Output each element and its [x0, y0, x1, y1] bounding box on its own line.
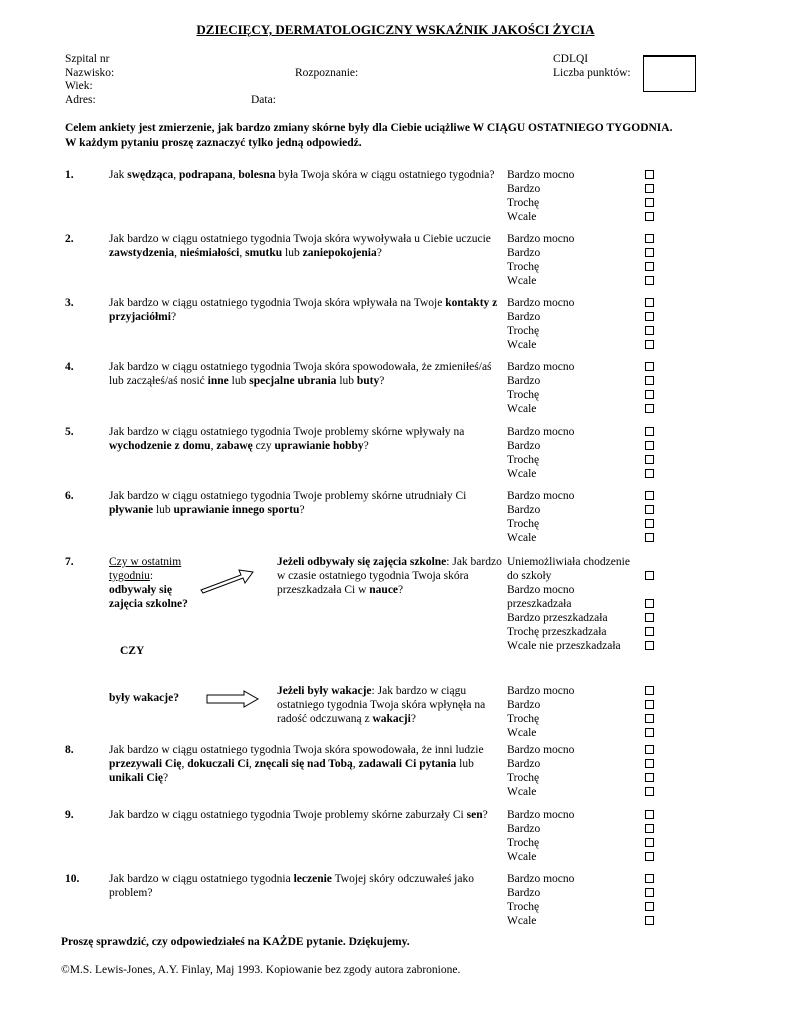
question-text-fragment: ?: [299, 504, 305, 516]
question-text: [109, 872, 501, 900]
question-keyword: bolesna: [238, 169, 276, 181]
answer-option-label: Bardzo mocno: [507, 809, 575, 821]
question-number: 2.: [65, 233, 74, 245]
checkbox[interactable]: [645, 874, 654, 883]
checkbox[interactable]: [645, 745, 654, 754]
surname-label: Nazwisko:: [65, 67, 115, 79]
answer-option-label: Bardzo: [507, 699, 541, 711]
answer-option-label: Wcale: [507, 786, 537, 798]
question-text-fragment: ,: [181, 758, 188, 770]
checkbox[interactable]: [645, 686, 654, 695]
question-text-fragment: Jak bardzo w ciągu ostatniego tygodnia Twoja skóra spowodowała, że inni ludzie: [109, 744, 484, 756]
question-text-fragment: Jak bardzo w ciągu ostatniego tygodnia: [109, 873, 294, 885]
question-text-fragment: lub: [336, 375, 357, 387]
answer-option-label: Trochę przeszkadzała: [507, 626, 607, 638]
question-text-fragment: ?: [163, 772, 169, 784]
answer-option[interactable]: [507, 743, 657, 757]
question-text-fragment: Jak bardzo w ciągu ostatniego tygodnia Twoja skóra wpływała na Twoje: [109, 297, 446, 309]
answer-option[interactable]: [507, 439, 657, 453]
checkbox[interactable]: [645, 234, 654, 243]
question-text: [109, 743, 501, 785]
checkbox[interactable]: [645, 390, 654, 399]
checkbox[interactable]: [645, 787, 654, 796]
answer-option-label: Bardzo mocno: [507, 490, 575, 502]
question-keyword: inne: [207, 375, 229, 387]
checkbox[interactable]: [645, 916, 654, 925]
question-text-fragment: ,: [239, 247, 246, 259]
answer-option-label: Trochę: [507, 197, 540, 209]
question-keyword: Jeżeli były wakacje: [277, 685, 372, 697]
answer-options: [507, 360, 657, 416]
answer-option[interactable]: [507, 611, 657, 625]
answer-options: [507, 489, 657, 545]
answer-option[interactable]: [507, 388, 657, 402]
diagnosis-label: Rozpoznanie:: [295, 67, 359, 79]
answer-option[interactable]: [507, 425, 657, 439]
answer-option-label: Wcale: [507, 339, 537, 351]
question-text-fragment: : Jak bardzo w ciągu ostatniego tygodnia Twoja skóra wpłynęła na radość odczuwaną z: [277, 685, 486, 725]
instructions-line-2: W każdym pytaniu proszę zaznaczyć tylko jedną odpowiedź.: [65, 137, 362, 149]
checkbox[interactable]: [645, 888, 654, 897]
answer-option[interactable]: [507, 168, 657, 182]
question-keyword: nauce: [369, 584, 399, 596]
q7-prompt-line-1: Czy w ostatnim: [109, 556, 182, 568]
question-text-fragment: ?: [410, 713, 416, 725]
answer-option[interactable]: [507, 196, 657, 210]
checkbox[interactable]: [645, 469, 654, 478]
question-number: 7.: [65, 556, 74, 568]
answer-option-label: Bardzo mocno: [507, 873, 575, 885]
answer-option[interactable]: [507, 785, 657, 799]
score-box[interactable]: [643, 56, 696, 92]
score-label: Liczba punktów:: [553, 67, 631, 79]
question-text-fragment: ?: [376, 247, 382, 259]
answer-option[interactable]: [507, 555, 657, 569]
question-text: [109, 489, 501, 517]
question-keyword: swędząca: [127, 169, 174, 181]
arrow-right-icon: [199, 566, 255, 594]
checkbox[interactable]: [645, 641, 654, 650]
question-text-fragment: ?: [363, 440, 369, 452]
question-text-fragment: ,: [248, 758, 255, 770]
question-text-fragment: Jak bardzo w ciągu ostatniego tygodnia Twoje problemy skórne wpływały na: [109, 426, 465, 438]
question-text-fragment: ?: [482, 809, 488, 821]
question-number: 5.: [65, 426, 74, 438]
question-keyword: nieśmiałości: [179, 247, 240, 259]
answer-option-label: Trochę: [507, 837, 540, 849]
question-number: 6.: [65, 490, 74, 502]
answer-option[interactable]: [507, 850, 657, 864]
checkbox[interactable]: [645, 198, 654, 207]
question-text-fragment: ,: [352, 758, 359, 770]
page-title: DZIECIĘCY, DERMATOLOGICZNY WSKAŹNIK JAKOŚCI ŻYCIA: [196, 22, 595, 37]
answer-option-label: Bardzo: [507, 183, 541, 195]
q7-prompt-bold-2: zajęcia szkolne?: [109, 598, 188, 610]
question-text-fragment: ,: [232, 169, 239, 181]
q7-school-question: [277, 555, 503, 597]
question-text-fragment: ?: [170, 311, 177, 323]
answer-option-label: Wcale nie przeszkadzała: [507, 640, 621, 652]
answer-option-label: Bardzo: [507, 311, 541, 323]
checkbox[interactable]: [645, 613, 654, 622]
checkbox[interactable]: [645, 427, 654, 436]
answer-option[interactable]: [507, 808, 657, 822]
answer-option-label: przeszkadzała: [507, 598, 572, 610]
question-keyword: zawstydzenia: [109, 247, 175, 259]
checkbox[interactable]: [645, 276, 654, 285]
answer-option-label: Uniemożliwiała chodzenie: [507, 556, 630, 568]
question-keyword: uprawianie hobby: [274, 440, 364, 452]
answer-option[interactable]: [507, 489, 657, 503]
checkbox[interactable]: [645, 376, 654, 385]
age-label: Wiek:: [65, 80, 93, 92]
q7-prompt-bold-1: odbywały się: [109, 584, 172, 596]
answer-options: [507, 743, 657, 799]
answer-option-label: Bardzo: [507, 758, 541, 770]
checkbox[interactable]: [645, 838, 654, 847]
answer-option[interactable]: [507, 296, 657, 310]
question-keyword: kontakty z przyjaciółmi: [109, 297, 498, 323]
answer-option-label: Wcale: [507, 403, 537, 415]
question-text-fragment: lub: [228, 375, 250, 387]
question-text-fragment: Jak bardzo w ciągu ostatniego tygodnia Twoje problemy skórne zaburzały Ci: [109, 809, 467, 821]
answer-option[interactable]: [507, 726, 657, 740]
answer-option[interactable]: [507, 771, 657, 785]
checkbox[interactable]: [645, 533, 654, 542]
answer-option[interactable]: [507, 836, 657, 850]
answer-option[interactable]: [507, 531, 657, 545]
q7-holiday-options: [507, 684, 657, 740]
question-text: [109, 808, 501, 822]
instructions: [65, 121, 672, 151]
question-text-fragment: czy: [252, 440, 275, 452]
checkbox[interactable]: [645, 759, 654, 768]
question-text-fragment: Jak bardzo w ciągu ostatniego tygodnia Twoja skóra spowodowała, że zmieniłeś/aś lub zacząłeś/aś nosić: [109, 361, 492, 387]
copyright: ©M.S. Lewis-Jones, A.Y. Finlay, Maj 1993. Kopiowanie bez zgody autora zabronione.: [61, 964, 461, 976]
question-keyword: zabawę: [216, 440, 253, 452]
question-keyword: dokuczali Ci: [187, 758, 249, 770]
question-text: [109, 425, 501, 453]
answer-option-label: Bardzo: [507, 504, 541, 516]
checkbox[interactable]: [645, 404, 654, 413]
date-label: Data:: [251, 94, 276, 106]
holidays-label: były wakacje?: [109, 692, 179, 704]
answer-option-label: Wcale: [507, 727, 537, 739]
question-text-fragment: ?: [398, 584, 404, 596]
check-note: Proszę sprawdzić, czy odpowiedziałeś na KAŻDE pytanie. Dziękujemy.: [61, 936, 410, 948]
checkbox[interactable]: [645, 170, 654, 179]
checkbox[interactable]: [645, 700, 654, 709]
answer-option-label: Bardzo mocno: [507, 426, 575, 438]
answer-option[interactable]: [507, 822, 657, 836]
answer-option[interactable]: [507, 684, 657, 698]
question-number: 10.: [65, 873, 80, 885]
answer-option-label: Wcale: [507, 468, 537, 480]
checkbox[interactable]: [645, 519, 654, 528]
answer-option[interactable]: [507, 246, 657, 260]
question-text-fragment: Jak: [109, 169, 128, 181]
answer-option-label: Trochę: [507, 261, 540, 273]
checkbox[interactable]: [645, 326, 654, 335]
question-keyword: podrapana: [178, 169, 233, 181]
checkbox[interactable]: [645, 505, 654, 514]
checkbox[interactable]: [645, 571, 654, 580]
answer-option-label: Bardzo: [507, 375, 541, 387]
answer-option-label: Wcale: [507, 851, 537, 863]
answer-option-label: Trochę: [507, 454, 540, 466]
question-text: [109, 168, 501, 182]
answer-option-label: Bardzo mocno: [507, 584, 575, 596]
question-keyword: pływanie: [109, 504, 154, 516]
answer-option[interactable]: [507, 639, 657, 653]
question-keyword: znęcali się nad Tobą: [254, 758, 353, 770]
question-text-fragment: lub: [153, 504, 174, 516]
answer-option-label: do szkoły: [507, 570, 552, 582]
question-text: [109, 360, 501, 388]
checkbox[interactable]: [645, 184, 654, 193]
address-label: Adres:: [65, 94, 96, 106]
answer-option-label: Bardzo mocno: [507, 744, 575, 756]
answer-option[interactable]: [507, 597, 657, 611]
answer-option[interactable]: [507, 453, 657, 467]
answer-option-label: Wcale: [507, 915, 537, 927]
q7-prompt-colon: :: [149, 570, 154, 582]
cdlqi-label: CDLQI: [553, 53, 589, 65]
answer-option-label: Bardzo: [507, 440, 541, 452]
answer-option-label: Bardzo: [507, 823, 541, 835]
question-text-fragment: ?: [379, 375, 385, 387]
answer-options: [507, 168, 657, 224]
answer-option-label: Trochę: [507, 325, 540, 337]
checkbox[interactable]: [645, 248, 654, 257]
checkbox[interactable]: [645, 298, 654, 307]
q7-prompt: [109, 555, 188, 611]
answer-option-label: Trochę: [507, 901, 540, 913]
question-text-fragment: ,: [173, 169, 179, 181]
question-keyword: specjalne ubrania: [249, 375, 337, 387]
answer-option[interactable]: [507, 569, 657, 583]
question-text-fragment: Twojej skóry odczuwałeś jako problem?: [109, 873, 474, 899]
checkbox[interactable]: [645, 312, 654, 321]
or-label: CZY: [120, 645, 145, 657]
question-number: 8.: [65, 744, 74, 756]
checkbox[interactable]: [645, 340, 654, 349]
answer-option[interactable]: [507, 210, 657, 224]
question-keyword: smutku: [245, 247, 283, 259]
question-text-fragment: była Twoja skóra w ciągu ostatniego tygodnia?: [275, 169, 495, 181]
checkbox[interactable]: [645, 441, 654, 450]
checkbox[interactable]: [645, 824, 654, 833]
question-keyword: leczenie: [293, 873, 332, 885]
answer-option[interactable]: [507, 625, 657, 639]
answer-options: [507, 872, 657, 928]
answer-option[interactable]: [507, 872, 657, 886]
checkbox[interactable]: [645, 262, 654, 271]
checkbox[interactable]: [645, 728, 654, 737]
answer-option[interactable]: [507, 232, 657, 246]
answer-option-label: Bardzo mocno: [507, 685, 575, 697]
answer-option[interactable]: [507, 360, 657, 374]
answer-option-label: Bardzo: [507, 247, 541, 259]
answer-option[interactable]: [507, 338, 657, 352]
answer-option-label: Bardzo przeszkadzała: [507, 612, 608, 624]
answer-option[interactable]: [507, 757, 657, 771]
answer-option-label: Bardzo mocno: [507, 169, 575, 181]
checkbox[interactable]: [645, 599, 654, 608]
question-text-fragment: Jak bardzo w ciągu ostatniego tygodnia Twoja skóra wywoływała u Ciebie uczucie: [109, 233, 491, 245]
answer-option[interactable]: [507, 886, 657, 900]
question-keyword: Jeżeli odbywały się zajęcia szkolne: [277, 556, 447, 568]
question-keyword: uprawianie innego sportu: [173, 504, 300, 516]
answer-option[interactable]: [507, 583, 657, 597]
instructions-line-1: Celem ankiety jest zmierzenie, jak bardzo zmiany skórne były dla Ciebie uciążliwe W CIĄGU OSTATNIEGO TYGODNIA.: [65, 122, 673, 134]
answer-option-label: Bardzo: [507, 887, 541, 899]
answer-option[interactable]: [507, 914, 657, 928]
question-text-fragment: ,: [210, 440, 217, 452]
answer-option-label: Wcale: [507, 211, 537, 223]
answer-option[interactable]: [507, 517, 657, 531]
answer-option[interactable]: [507, 274, 657, 288]
question-text-fragment: : Jak bardzo w czasie ostatniego tygodnia Twoja skóra przeszkadzała Ci w: [277, 556, 502, 596]
answer-option-label: Trochę: [507, 772, 540, 784]
checkbox[interactable]: [645, 852, 654, 861]
hospital-label: Szpital nr: [65, 53, 110, 65]
answer-option[interactable]: [507, 503, 657, 517]
answer-option-label: Bardzo mocno: [507, 297, 575, 309]
question-keyword: zaniepokojenia: [302, 247, 377, 259]
answer-option[interactable]: [507, 260, 657, 274]
answer-option[interactable]: [507, 182, 657, 196]
checkbox[interactable]: [645, 362, 654, 371]
arrow-right-icon: [206, 690, 260, 708]
question-keyword: przezywali Cię: [109, 758, 182, 770]
answer-options: [507, 808, 657, 864]
checkbox[interactable]: [645, 714, 654, 723]
question-text-fragment: lub: [456, 758, 474, 770]
answer-options: [507, 232, 657, 288]
question-number: 3.: [65, 297, 74, 309]
checkbox[interactable]: [645, 773, 654, 782]
question-text-fragment: ,: [174, 247, 180, 259]
answer-option-label: Trochę: [507, 518, 540, 530]
answer-option[interactable]: [507, 467, 657, 481]
q7-school-options: [507, 555, 657, 653]
answer-option[interactable]: [507, 374, 657, 388]
checkbox[interactable]: [645, 627, 654, 636]
question-number: 1.: [65, 169, 74, 181]
q7-holiday-question: [277, 684, 503, 726]
question-keyword: sen: [466, 809, 483, 821]
checkbox[interactable]: [645, 810, 654, 819]
answer-option[interactable]: [507, 402, 657, 416]
answer-option[interactable]: [507, 698, 657, 712]
question-text: [109, 296, 501, 324]
question-number: 9.: [65, 809, 74, 821]
question-keyword: zadawali Ci pytania: [358, 758, 457, 770]
question-keyword: wychodzenie z domu: [109, 440, 211, 452]
question-text: [109, 232, 501, 260]
checkbox[interactable]: [645, 491, 654, 500]
answer-option[interactable]: [507, 310, 657, 324]
answer-options: [507, 296, 657, 352]
answer-option-label: Wcale: [507, 275, 537, 287]
question-keyword: unikali Cię: [109, 772, 164, 784]
answer-option-label: Trochę: [507, 389, 540, 401]
q7-prompt-line-2: tygodniu: [109, 570, 150, 582]
answer-option[interactable]: [507, 324, 657, 338]
answer-option[interactable]: [507, 900, 657, 914]
answer-option-label: Bardzo mocno: [507, 233, 575, 245]
answer-option-label: Bardzo mocno: [507, 361, 575, 373]
answer-options: [507, 425, 657, 481]
checkbox[interactable]: [645, 902, 654, 911]
question-keyword: wakacji: [372, 713, 411, 725]
checkbox[interactable]: [645, 455, 654, 464]
question-text-fragment: lub: [282, 247, 303, 259]
checkbox[interactable]: [645, 212, 654, 221]
question-number: 4.: [65, 361, 74, 373]
answer-option-label: Wcale: [507, 532, 537, 544]
question-text-fragment: Jak bardzo w ciągu ostatniego tygodnia Twoje problemy skórne utrudniały Ci: [109, 490, 467, 502]
answer-option-label: Trochę: [507, 713, 540, 725]
answer-option[interactable]: [507, 712, 657, 726]
question-keyword: buty: [356, 375, 380, 387]
